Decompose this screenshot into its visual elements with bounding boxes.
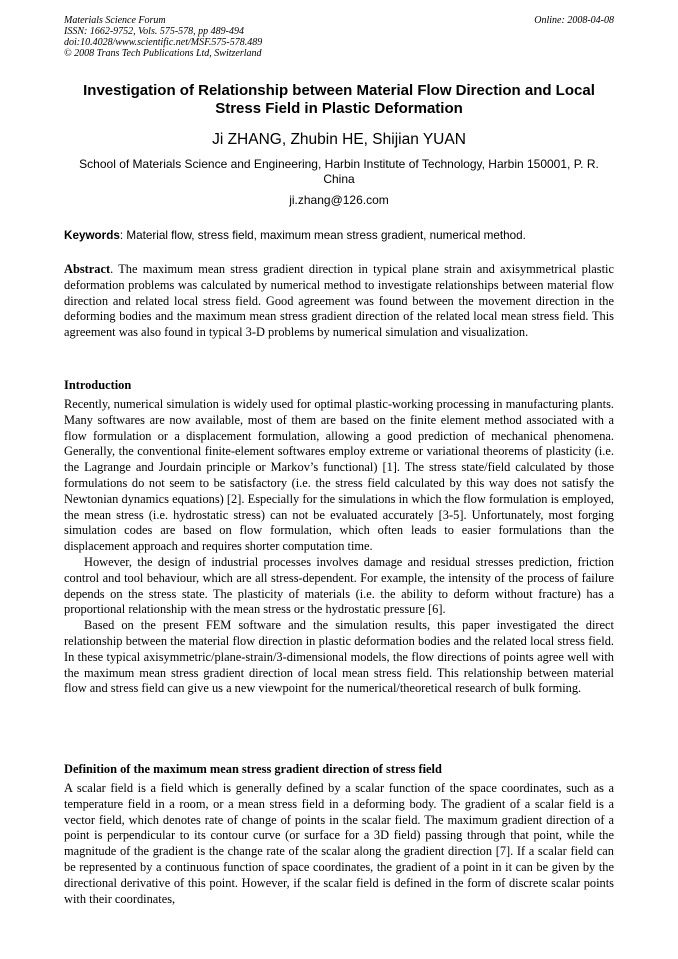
issn-line: ISSN: 1662-9752, Vols. 575-578, pp 489-494 <box>64 26 244 37</box>
keywords <box>64 228 614 243</box>
definition-body <box>64 781 614 907</box>
doi-line: doi:10.4028/www.scientific.net/MSF.575-578.489 <box>64 37 263 48</box>
definition-heading: Definition of the maximum mean stress gradient direction of stress field <box>64 762 442 776</box>
abstract-label: Abstract <box>64 262 111 276</box>
keywords-text: : Material flow, stress field, maximum mean stress gradient, numerical method. <box>119 229 526 242</box>
abstract <box>64 262 614 341</box>
introduction-body <box>64 397 614 697</box>
definition-paragraph-1: A scalar field is a field which is generally defined by a scalar function of the space coordinates, such as a temperature field in a room, or a mean stress field in a deforming body. The gradient of a scalar field is a vector field, which denotes rate of change of points in the scalar field. The maximum gradient direction of a point is perpendicular to its contour curve (or surface for a 3D field) passing through that point, while the magnitude of the gradient is the change rate of the scalar along the gradient direction [7]. If a scalar field can be represented by a continuous function of space coordinates, the gradient of a point in it can be given by the directional derivative of this point. However, if the scalar field is defined in the form of discrete scalar points with their coordinates, <box>64 781 614 906</box>
author-email: ji.zhang@126.com <box>289 193 389 207</box>
affiliation: School of Materials Science and Engineering, Harbin Institute of Technology, Harbin 150001, P. R. China <box>79 157 599 186</box>
intro-paragraph-2: However, the design of industrial processes involves damage and residual stresses prediction, friction control and tool behaviour, which are all stress-dependent. For example, the intensity of the process of failure depends on the stress state. The plasticity of materials (i.e. the ability to deform without fracture) has a proportional relationship with the mean stress or the hydrostatic pressure [6]. <box>64 554 614 617</box>
journal-header <box>64 15 262 59</box>
copyright-line: © 2008 Trans Tech Publications Ltd, Switzerland <box>64 48 262 59</box>
paper-title: Investigation of Relationship between Material Flow Direction and Local Stress Field in Plastic Deformation <box>83 82 595 117</box>
authors: Ji ZHANG, Zhubin HE, Shijian YUAN <box>212 131 466 148</box>
keywords-label: Keywords <box>64 229 120 242</box>
introduction-heading: Introduction <box>64 378 132 392</box>
abstract-text: . The maximum mean stress gradient direction in typical plane strain and axisymmetrical plastic deformation problems was calculated by numerical method to investigate relationships between material flow direction and related local stress field. Good agreement was found between the movement direction in the deforming bodies and the maximum mean stress gradient direction of the related local mean stress field. This agreement was also found in typical 3-D problems by numerical simulation and visualization. <box>64 262 614 340</box>
journal-name: Materials Science Forum <box>64 15 166 26</box>
intro-paragraph-3: Based on the present FEM software and the simulation results, this paper investigated the direct relationship between the material flow direction in plastic deformation bodies and the related local stress field. In these typical axisymmetric/plane-strain/3-dimensional models, the flow directions of points agree well with the maximum mean stress gradient direction of local mean stress field. This relationship between material flow and stress field can give us a new viewpoint for the numerical/theoretical research of bulk forming. <box>64 618 614 696</box>
intro-paragraph-1: Recently, numerical simulation is widely used for optimal plastic-working processing in manufacturing plants. Many softwares are now available, most of them are based on the finite element method associated with a flow formulation or a displacement formulation, allowing a good prediction of mechanical phenomena. Generally, the conventional finite-element softwares employ extreme or variational theorems of plasticity (i.e. the Lagrange and Jourdain principle or Markov’s functional) [1]. The stress state/field calculated by those formulations do not seem to be satisfactory (i.e. the stress field calculated by this way does not satisfy the Newtonian dynamics equations) [2]. Especially for the simulations in which the flow formulation is employed, the mean stress (i.e. hydrostatic stress) can not be evaluated accurately [3-5]. Unfortunately, most forging simulation codes are based on flow formulation, which often leads to easier formulations than the displacement approach and requires shorter computation time. <box>64 397 614 554</box>
online-date: Online: 2008-04-08 <box>534 15 614 26</box>
